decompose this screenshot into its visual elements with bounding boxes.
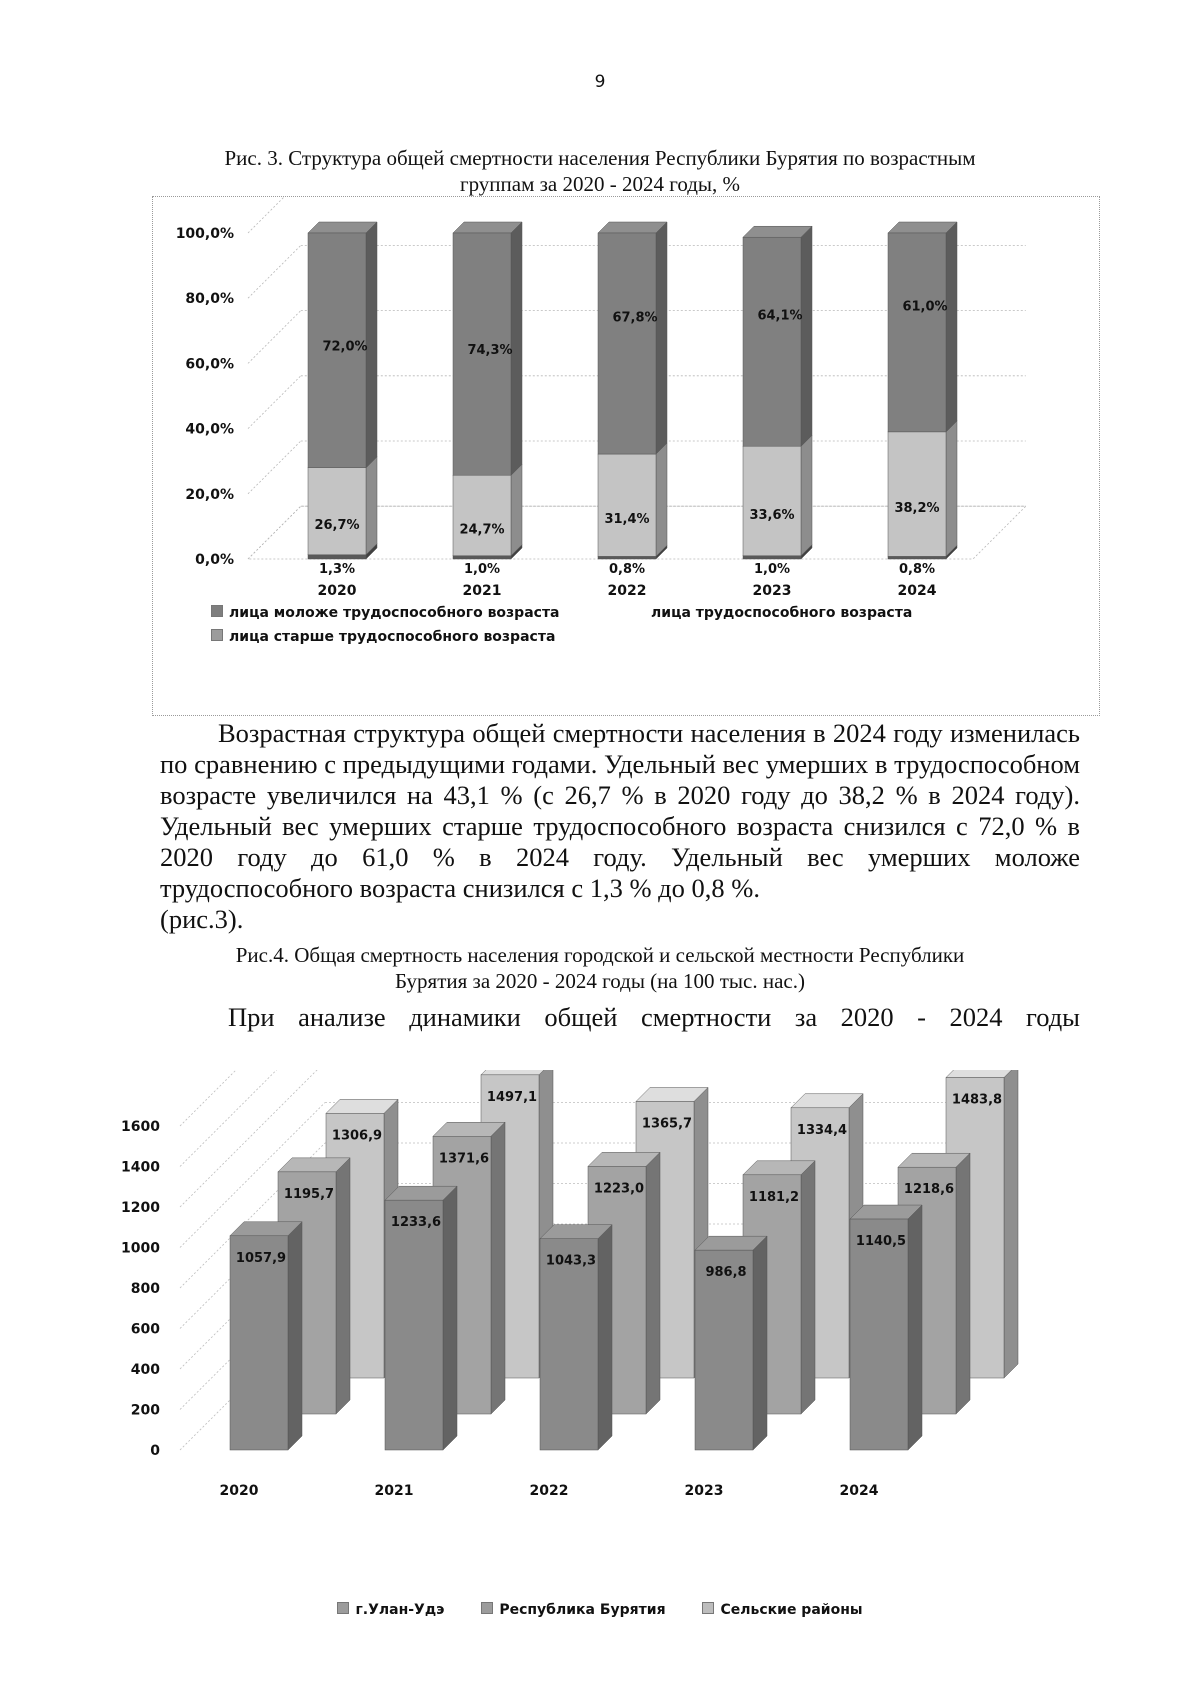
data-label-rural: 1483,8 [951,1092,1003,1108]
figure4-caption-line1: Рис.4. Общая смертность населения городской и сельской местности Республики [235,943,965,967]
y-tick-label: 600 [130,1321,160,1338]
data-label-ulan-ude: 1057,9 [235,1250,287,1266]
data-label-younger: 1,0% [463,562,501,577]
bar-segment-older-top [453,222,522,233]
data-label-republic: 1195,7 [283,1186,335,1202]
data-label-rural: 1497,1 [486,1089,538,1105]
bar-ulan-ude [540,1239,598,1450]
bar-ulan-ude-side [288,1222,302,1450]
bar-ulan-ude-side [443,1186,457,1450]
data-label-younger: 1,3% [318,562,356,577]
bar-segment-working-side [511,464,522,556]
figure3-caption-line1: Рис. 3. Структура общей смертности населения Республики Бурятия по возрастным [224,146,976,170]
bar-segment-younger [598,556,656,559]
y-tick-label: 0,0% [195,552,234,568]
figure3-caption [170,145,1030,197]
y-tick-label: 80,0% [185,291,234,308]
x-tick-label: 2020 [219,1483,259,1499]
x-tick-label: 2024 [839,1483,879,1499]
legend-item-rural [702,1602,862,1618]
bar-segment-older-top [888,222,957,233]
y-tick-label: 40,0% [185,421,234,438]
x-tick-label: 2022 [607,583,647,599]
bar-segment-younger [743,556,801,559]
bar-republic-side [336,1158,350,1414]
y-tick-label: 0 [150,1443,160,1459]
stacked-column-2020 [308,222,377,559]
data-label-older: 61,0% [902,299,948,315]
y-tick-label: 1000 [121,1240,160,1257]
figure4-legend [0,1602,1200,1618]
bar-segment-older [888,233,946,432]
bar-republic-side [491,1122,505,1414]
body-paragraph-text: Возрастная структура общей смертности населения в 2024 году изменилась по сравнению с предыдущими годами. Удельный вес умерших в трудоспособном возрасте увеличился на 43,1 % (с 26,7 % в 2020 году до 38,2 % в 2024 году). Удельный вес умерших старше трудоспособного возраста снизился с 72,0 % в 2020 году до 61,0 % в 2024 году. Удельный вес умерших моложе трудоспособного возраста снизился с 1,3 % до 0,8 %. [160,718,1080,903]
next-paragraph-text: При анализе динамики общей смертности за 2020 - 2024 годы [228,1002,1080,1032]
y-tick-label: 400 [130,1362,160,1378]
bar-segment-working [888,432,946,557]
data-label-republic: 1181,2 [748,1189,800,1205]
data-label-older: 74,3% [467,343,513,359]
bar-republic-side [646,1152,660,1414]
x-tick-label: 2022 [529,1483,569,1499]
bar-segment-working-side [946,421,957,557]
legend-label-working: лица трудоспособного возраста [651,605,913,621]
legend-item-older [211,629,555,645]
bar-segment-working-side [366,457,377,555]
x-tick-label: 2021 [462,583,502,599]
bar-ulan-ude [230,1236,288,1450]
bar-rural-side [1004,1070,1018,1378]
bar-segment-working [598,454,656,556]
bar-segment-older [598,233,656,454]
figure4-caption-line2: Бурятия за 2020 - 2024 годы (на 100 тыс. нас.) [395,969,805,993]
figure4-chart [100,1070,1100,1590]
data-label-republic: 1371,6 [438,1151,490,1167]
bar-segment-younger [888,556,946,559]
y-tick-label: 1200 [121,1200,160,1216]
bar-ulan-ude-side [598,1225,612,1450]
legend-label-ulan-ude: г.Улан-Удэ [355,1602,445,1618]
legend-label-republic: Республика Бурятия [499,1602,666,1618]
bar-segment-working-side [801,435,812,556]
y-tick-label: 60,0% [185,356,234,373]
bar-ulan-ude-side [753,1236,767,1450]
figure4-caption [170,942,1030,994]
data-label-rural: 1306,9 [331,1128,383,1144]
data-label-rural: 1365,7 [641,1116,693,1132]
data-label-younger: 0,8% [608,562,646,577]
legend-item-ulan-ude [337,1602,444,1618]
gridline-depth [248,311,301,364]
bar-segment-older-side [511,222,522,475]
gridline-depth [248,245,301,298]
data-label-ulan-ude: 1140,5 [855,1234,907,1250]
data-label-older: 64,1% [757,308,803,324]
legend-item-working [651,605,912,621]
data-label-working: 33,6% [749,507,795,523]
y-tick-label: 200 [130,1402,160,1419]
data-label-republic: 1218,6 [903,1182,955,1198]
figure3-caption-line2: группам за 2020 - 2024 годы, % [459,172,741,196]
bar-segment-older-top [598,222,667,233]
data-label-older: 67,8% [612,310,658,326]
x-tick-label: 2021 [374,1483,414,1499]
bar-segment-working-side [656,443,667,556]
bar-segment-younger [308,555,366,559]
x-tick-label: 2020 [317,583,357,599]
legend-label-younger: лица моложе трудоспособного возраста [229,605,560,621]
legend-swatch-older [211,629,223,641]
data-label-republic: 1223,0 [593,1181,645,1197]
stacked-column-2021 [453,222,522,559]
bar-segment-older-side [366,222,377,468]
data-label-working: 26,7% [314,518,360,534]
legend-item-republic [481,1602,665,1618]
bar-segment-older [743,237,801,446]
bar-segment-older-side [801,226,812,446]
bar-segment-working [453,475,511,556]
next-paragraph-start [160,1002,1080,1033]
page-number: 9 [594,72,606,92]
bar-segment-older-side [656,222,667,454]
data-label-rural: 1334,4 [796,1122,848,1138]
legend-swatch-ulan-ude [337,1602,349,1614]
bar-republic-side [801,1161,815,1414]
bar-republic-side [956,1153,970,1414]
bar-segment-older-top [308,222,377,233]
figure3-chart-frame [152,196,1100,716]
y-tick-label: 1600 [121,1119,160,1135]
bar-segment-older-side [946,222,957,432]
legend-label-rural: Сельские районы [720,1602,863,1618]
data-label-older: 72,0% [322,339,368,355]
legend-item-younger [211,605,560,621]
legend-swatch-younger [211,605,223,617]
data-label-younger: 0,8% [898,562,936,577]
gridline-depth [180,1070,325,1126]
y-tick-label: 800 [130,1281,160,1297]
gridline-depth [248,376,301,429]
x-tick-label: 2023 [752,583,792,599]
y-tick-label: 100,0% [175,226,234,242]
gridline-depth [180,1070,325,1167]
bar-segment-working [743,446,801,556]
data-label-ulan-ude: 1043,3 [545,1253,597,1269]
stacked-column-2022 [598,222,667,559]
gridline-depth [248,197,301,233]
bar-ulan-ude [385,1200,443,1450]
legend-label-older: лица старше трудоспособного возраста [229,629,556,645]
data-label-younger: 1,0% [753,562,791,577]
y-tick-label: 1400 [121,1159,160,1176]
legend-swatch-republic [481,1602,493,1614]
bar-segment-working [308,468,366,555]
data-label-working: 38,2% [894,501,940,517]
bar-segment-older-top [743,226,812,237]
bar-ulan-ude-side [908,1205,922,1450]
data-label-working: 31,4% [604,512,650,528]
x-tick-label: 2023 [684,1483,724,1499]
legend-swatch-rural [702,1602,714,1614]
bar-segment-younger [453,556,511,559]
data-label-working: 24,7% [459,522,505,538]
gridline-depth [248,441,301,494]
x-tick-label: 2024 [897,583,937,599]
body-paragraph [160,718,1080,935]
y-tick-label: 20,0% [185,486,234,503]
data-label-ulan-ude: 1233,6 [390,1215,442,1231]
bar-ulan-ude [850,1219,908,1450]
body-paragraph-end: (рис.3). [160,904,244,934]
data-label-ulan-ude: 986,8 [705,1265,747,1281]
